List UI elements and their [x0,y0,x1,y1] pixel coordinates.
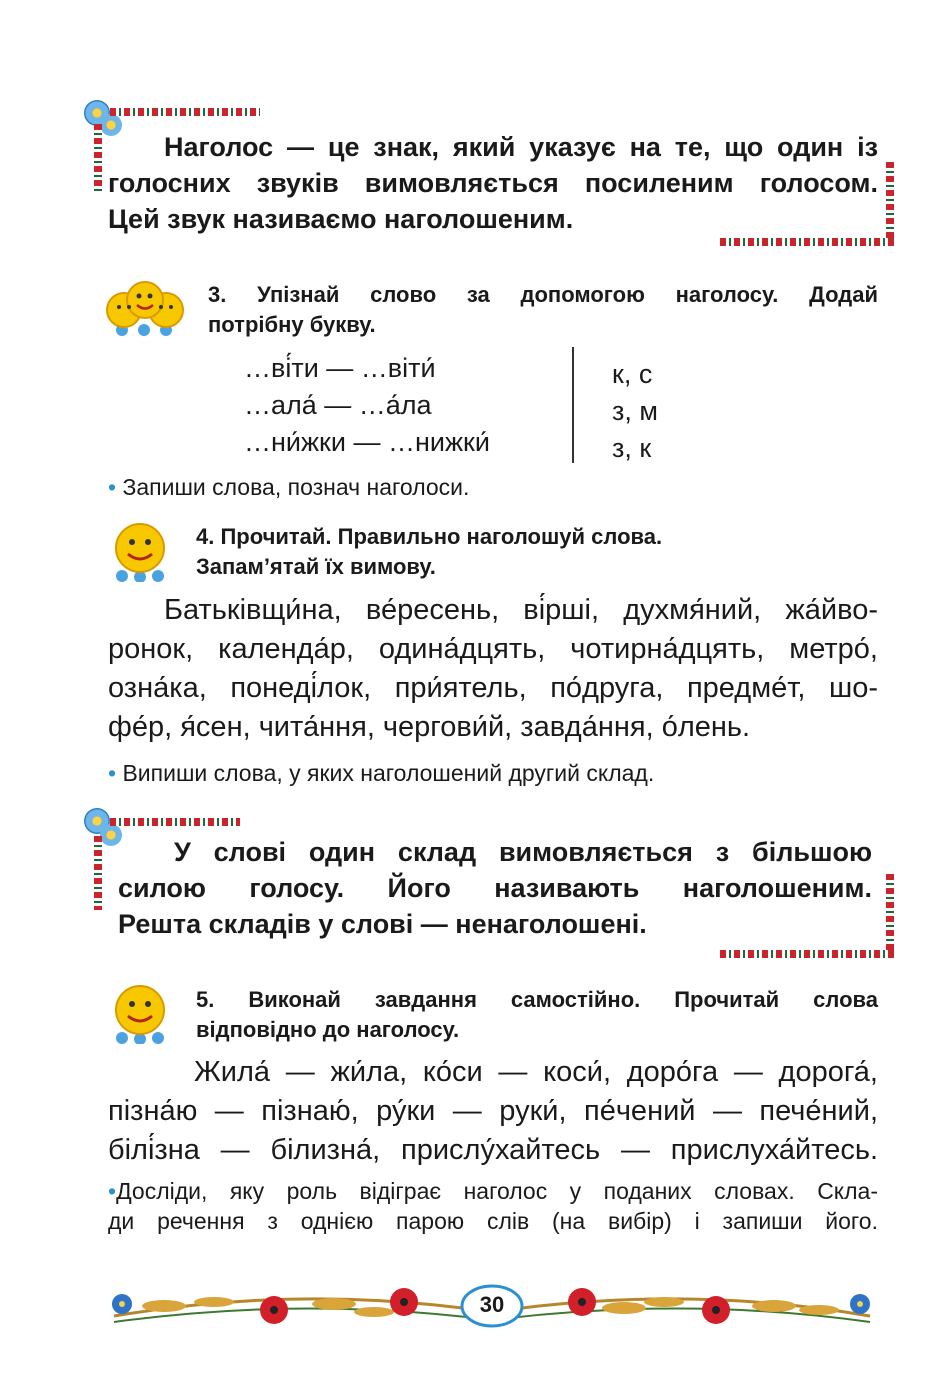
task3-line: 3. Упізнай слово за допомогою наголосу. Додай [208,282,878,307]
poppy-icon [568,1288,596,1316]
frame-bottom-border [720,238,894,246]
flower-icon [850,1294,870,1314]
task5-line: відповідно до наголосу. [196,1017,460,1042]
frame-left-border [94,124,102,194]
letter-option: з, м [612,396,658,426]
word-pair: …ни́жки — …нижки́ [244,427,490,457]
rule1-line: Наголос — це знак, який указує на те, що один із [164,132,878,162]
task5-text [108,1053,878,1170]
task5-text-line: Жила́ — жи́ла, ко́си — коси́, доро́га — дорога́, [194,1056,878,1088]
rule2-text [118,834,872,942]
page-number: 30 [479,1292,505,1317]
letter-option: к, с [612,359,653,389]
frame-top-border [110,818,240,826]
task3-words [244,350,564,461]
smiley-icon [108,520,172,582]
task4-line: 4. Прочитай. Правильно наголошуй слова. [196,524,663,549]
poppy-icon [260,1296,288,1324]
task5-bullet-line: ди речення з однією парою слів (на вибір) і запиши його. [108,1208,878,1234]
task4-text-line: фе́р, я́сен, чита́ння, чергови́й, завда́ння, о́лень. [108,711,751,743]
frame-bottom-border [720,950,894,958]
bullet-text: Випиши слова, у яких наголошений другий склад. [122,760,655,786]
frame-top-border [110,108,260,116]
rule1-line: голосних звуків вимовляється посиленим голосом. [108,168,878,198]
task4-instruction [196,522,878,582]
rule1-line: Цей звук називаємо наголошеним. [108,204,574,234]
task4-bullet [108,758,654,788]
smiley-icon [108,982,172,1044]
task4-text-line: ронок, календа́р, одина́дцять, чотирна́дцять, метро́, [108,633,878,665]
task5-text-line: білі́зна — білизна́, прислу́хайтесь — прислуха́йтесь. [108,1134,878,1166]
task3-line: потрібну букву. [208,312,376,337]
rule2-line: У слові один склад вимовляється з більшою [174,837,872,867]
task5-bullet [108,1176,878,1236]
frame-right-border [886,162,894,242]
word-pair: …ві́ти — …віти́ [244,353,436,383]
task5-instruction [196,985,878,1045]
frame-left-border [94,836,102,910]
poppy-icon [390,1288,418,1316]
task5-line: 5. Виконай завдання самостійно. Прочитай слова [196,987,878,1012]
task4-text [108,591,878,747]
bullet-dot: • [108,474,117,500]
poppy-icon [702,1296,730,1324]
task4-line: Запам’ятай їх вимову. [196,554,436,579]
word-pair: …ала́ — …а́ла [244,390,432,420]
footer-ornament [104,1276,880,1338]
flower-icon [112,1294,132,1314]
task5-text-line: пізна́ю — пізнаю́, ру́ки — руки́, пе́чений — пече́ний, [108,1095,878,1127]
task3-divider [572,347,574,463]
rule2-line: силою голосу. Його називають наголошеним. [118,873,872,903]
smiley-group-icon [104,278,186,336]
task3-letters [612,356,658,467]
task4-text-line: озна́ка, понеді́лок, при́ятель, по́друга, предме́т, шо- [108,672,878,704]
frame-right-border [886,874,894,954]
task5-bullet-line [108,1176,878,1206]
bullet-text: Запиши слова, познач наголоси. [122,474,470,500]
task3-bullet [108,472,469,502]
rule1-text [108,129,878,237]
letter-option: з, к [612,433,652,463]
task4-text-line: Батьківщи́на, ве́ресень, ві́рші, духмя́ний, жа́йво- [164,594,878,626]
bullet-dot: • [108,1178,117,1204]
rule2-line: Решта складів у слові — ненаголошені. [118,909,647,939]
bullet-text: Досліди, яку роль відіграє наголос у поданих словах. Скла- [116,1178,878,1204]
task3-instruction [208,280,878,340]
bullet-dot: • [108,760,117,786]
